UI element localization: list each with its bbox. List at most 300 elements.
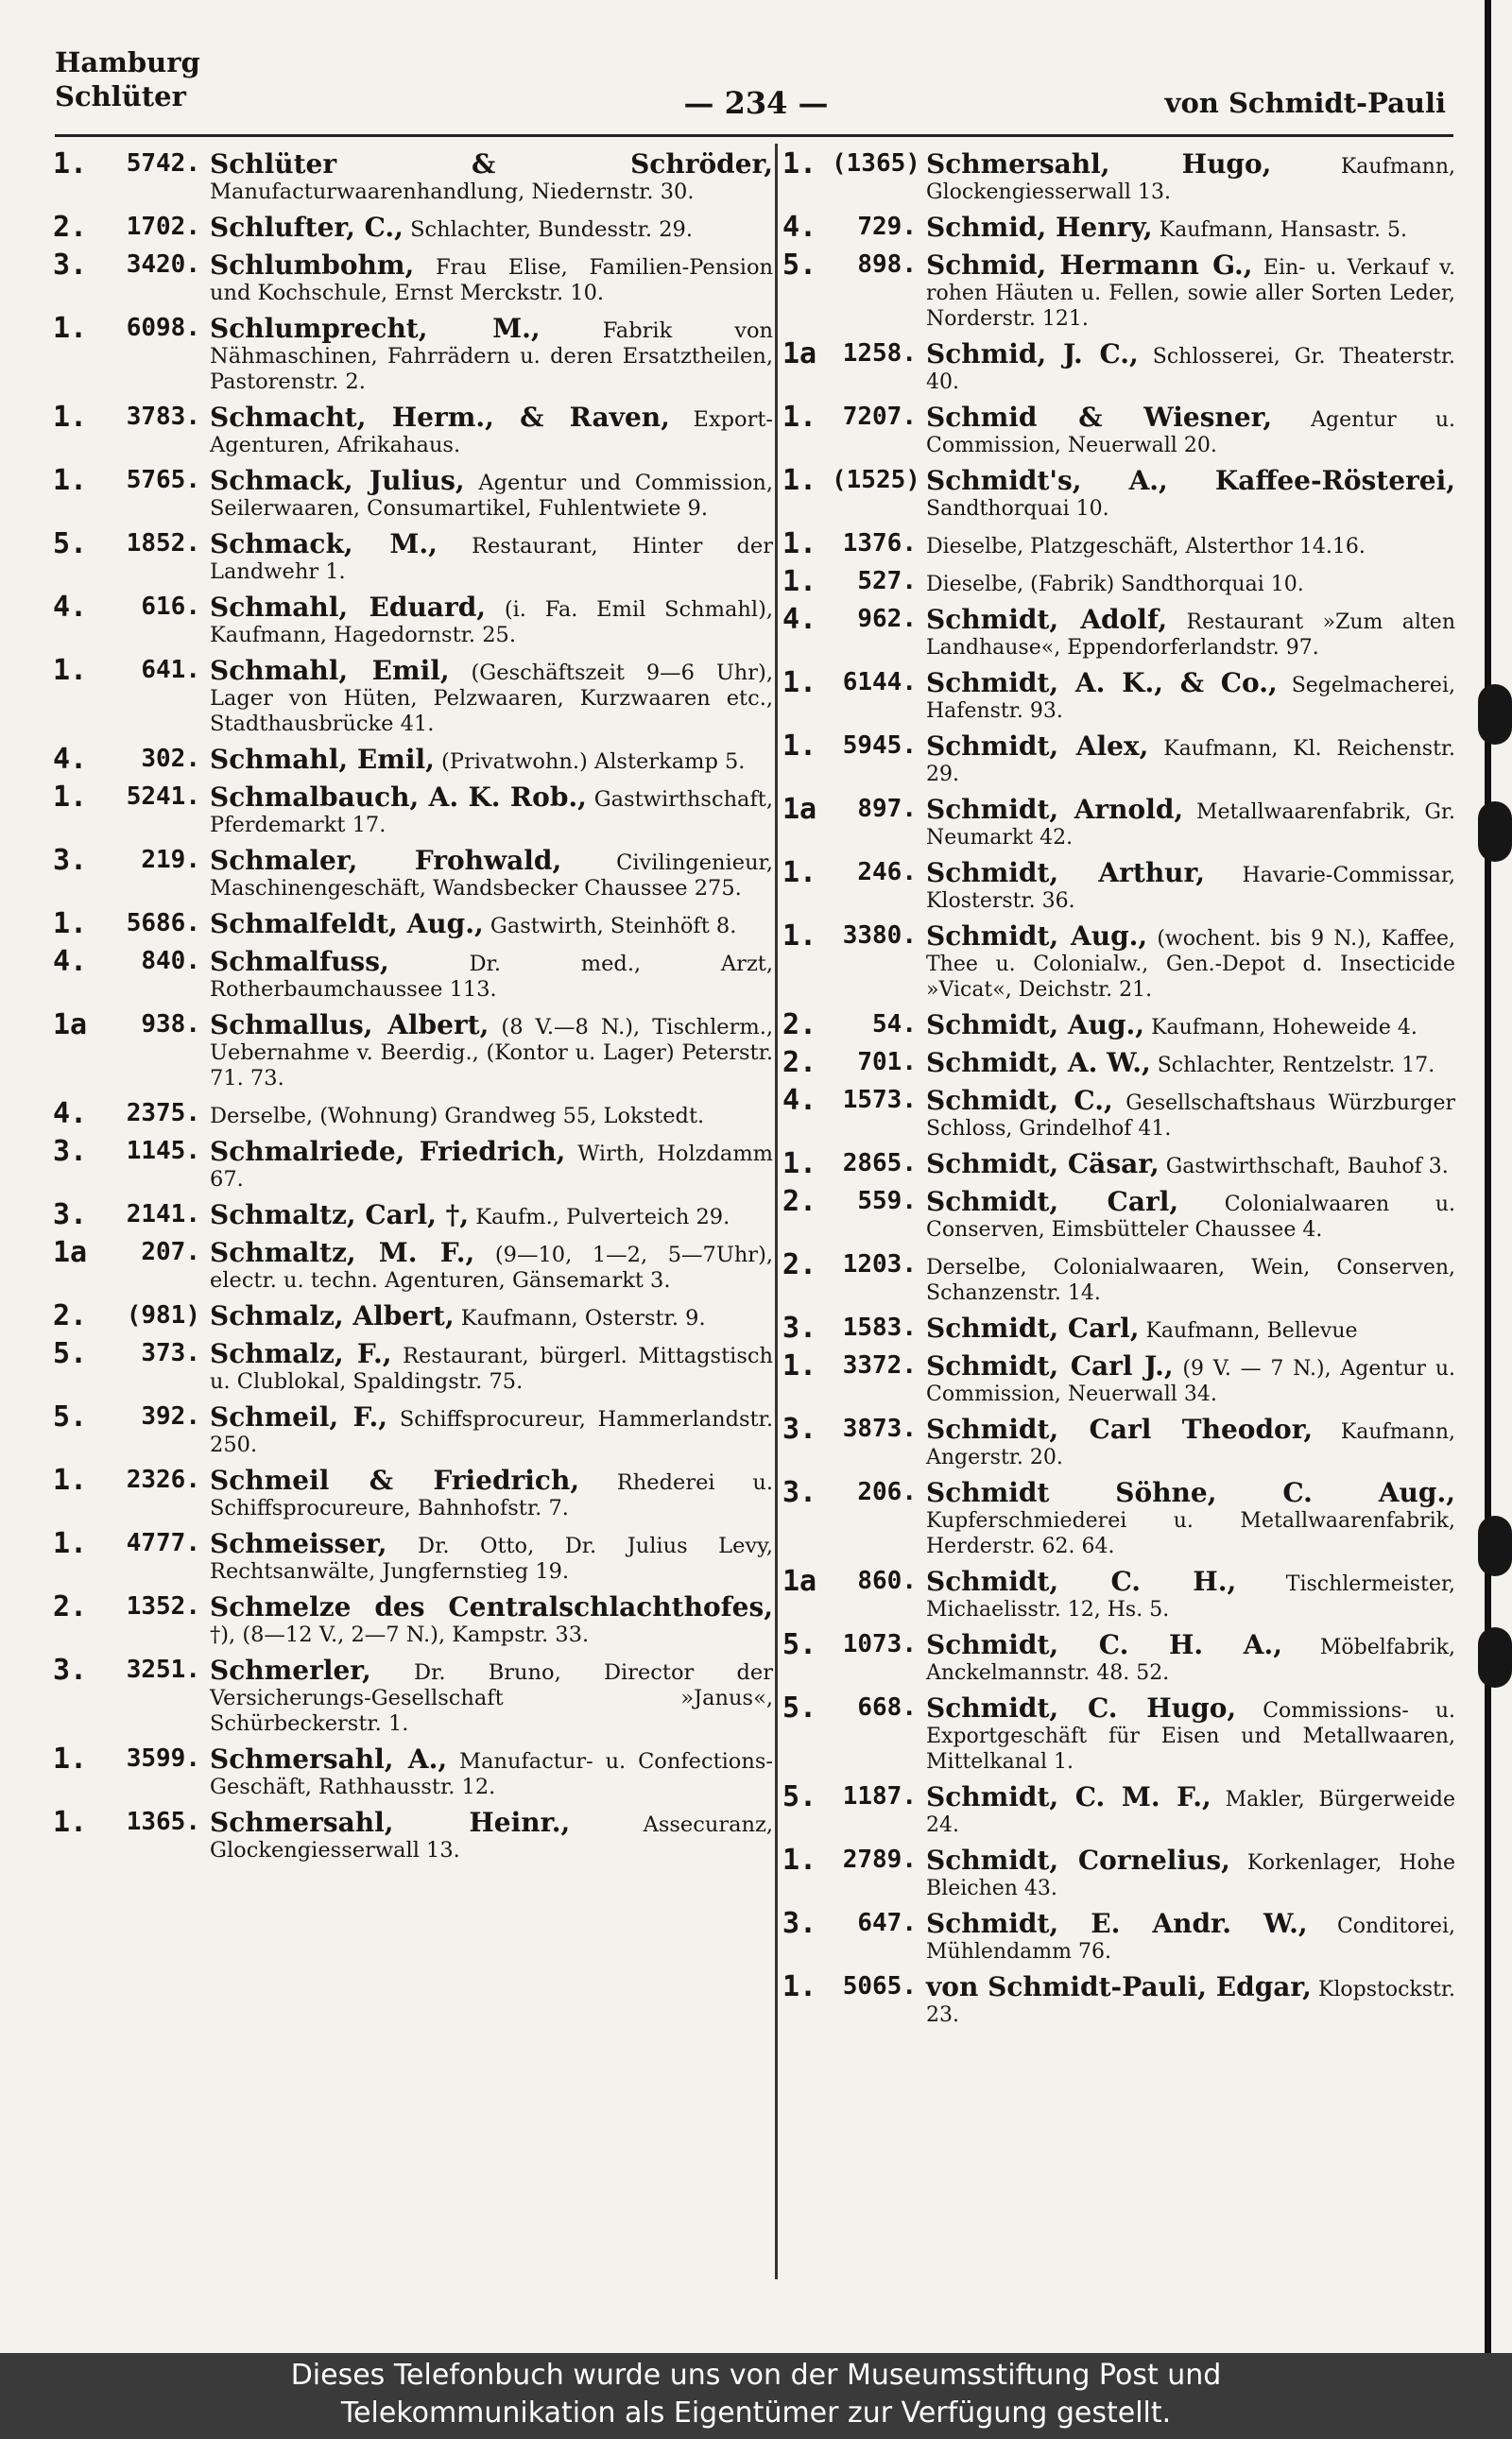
exchange-zone: 1. <box>782 1147 817 1180</box>
entry-details: Schlachter, Rentzelstr. 17. <box>1157 1054 1435 1077</box>
right-column <box>782 147 1456 2037</box>
entry-text <box>926 1847 1455 1901</box>
entry-name: Schmeil & Friedrich, <box>210 1465 580 1496</box>
entry-details: Restaurant, Hinter der Landwehr 1. <box>210 534 773 584</box>
phone-number: 1573. <box>842 1086 917 1114</box>
entry-name: Schmerler, <box>210 1655 371 1686</box>
entry-name: Schmidt, Carl Theodor, <box>926 1414 1314 1445</box>
exchange-zone: 1. <box>782 730 817 763</box>
entry-details: Agentur u. Commission, Neuerwall 20. <box>926 408 1456 457</box>
phone-number: 527. <box>857 567 917 595</box>
entry-name: Schmidt, A. W., <box>926 1047 1151 1078</box>
entry-text <box>926 338 1455 395</box>
phone-number: 2865. <box>842 1149 917 1177</box>
directory-entry <box>782 603 1455 661</box>
entry-text <box>210 1465 774 1521</box>
entry-name: Schmidt, C. Hugo, <box>926 1692 1237 1724</box>
directory-entry <box>782 527 1455 560</box>
entry-name: Schmahl, Eduard, <box>210 592 487 623</box>
directory-entry <box>53 591 773 648</box>
exchange-zone: 1. <box>782 1970 817 2003</box>
entry-name: Schmalz, F., <box>210 1338 392 1369</box>
directory-entry <box>782 1780 1455 1838</box>
directory-entry <box>53 781 773 838</box>
phone-number: 1365. <box>126 1808 200 1836</box>
entry-details: Derselbe, Colonialwaaren, Wein, Conserven, Schanzenstr. 14. <box>926 1256 1455 1305</box>
phone-number: (1525) <box>832 466 920 494</box>
exchange-zone: 1. <box>53 401 88 434</box>
entry-text <box>926 1477 1455 1559</box>
entry-text <box>926 1009 1455 1040</box>
phone-number: 206. <box>857 1478 917 1506</box>
entry-details: Wirth, Holzdamm 67. <box>210 1142 774 1192</box>
directory-entry <box>782 211 1455 244</box>
exchange-zone: 1. <box>53 654 88 687</box>
phone-number: 1203. <box>842 1250 917 1279</box>
phone-number: 1073. <box>842 1630 917 1658</box>
entry-details: Dieselbe, Platzgeschäft, Alsterthor 14.16. <box>926 535 1366 558</box>
entry-name: Schlüter & Schröder, <box>210 148 773 180</box>
entry-text <box>926 857 1455 914</box>
exchange-zone: 4. <box>53 945 88 978</box>
entry-details: (8 V.—8 N.), Tischlerm., Uebernahme v. Beerdig., (Kontor u. Lager) Peterstr. 71. 73. <box>210 1015 773 1091</box>
page-number: — 234 — <box>683 85 829 121</box>
directory-entry <box>782 730 1455 787</box>
directory-entry <box>782 1628 1455 1686</box>
phone-number: 373. <box>141 1339 200 1367</box>
entry-name: Schmidt Söhne, C. Aug., <box>926 1477 1455 1508</box>
entry-text <box>210 528 773 585</box>
entry-name: Schmack, Julius, <box>210 465 465 496</box>
entry-details: Schiffsprocureur, Hammerlandstr. 250. <box>210 1407 773 1457</box>
entry-name: Schmidt, C. M. F., <box>926 1781 1211 1812</box>
entry-details: Kaufmann, Osterstr. 9. <box>460 1306 706 1331</box>
entry-text <box>210 1807 773 1864</box>
directory-entry <box>782 1248 1455 1306</box>
entry-text <box>210 1591 773 1648</box>
phone-number: 647. <box>857 1909 917 1937</box>
exchange-zone: 1. <box>53 147 88 180</box>
entry-details: Assecuranz, Glockengiesserwall 13. <box>210 1812 773 1863</box>
entry-name: Schmidt, Arthur, <box>926 857 1205 888</box>
directory-entry <box>53 1236 773 1294</box>
entry-name: Schmelze des Centralschlachthofes, <box>210 1591 773 1623</box>
directory-entry <box>782 1312 1455 1345</box>
entry-details: Schlosserei, Gr. Theaterstr. 40. <box>926 345 1455 394</box>
entry-details: Dr. med., Arzt, Rotherbaumchaussee 113. <box>210 952 773 1002</box>
entry-details: Kaufm., Pulverteich 29. <box>475 1205 730 1229</box>
entry-name: Schmallus, Albert, <box>210 1009 490 1040</box>
exchange-zone: 1. <box>782 565 817 598</box>
entry-name: Schmersahl, A., <box>210 1743 448 1775</box>
header-left <box>55 45 200 114</box>
entry-text <box>926 1692 1455 1775</box>
entry-details: Kaufmann, Bellevue <box>1145 1319 1358 1343</box>
exchange-zone: 3. <box>53 1198 88 1231</box>
phone-number: 3372. <box>842 1351 917 1380</box>
entry-details: Export-Agenturen, Afrikahaus. <box>210 407 773 457</box>
exchange-zone: 2. <box>53 1299 88 1332</box>
entry-name: von Schmidt-Pauli, Edgar, <box>926 1971 1312 2002</box>
entry-name: Schmid, Hermann G., <box>926 249 1253 281</box>
exchange-zone: 1. <box>782 856 817 889</box>
entry-name: Schmersahl, Hugo, <box>926 148 1272 180</box>
entry-details: (Privatwohn.) Alsterkamp 5. <box>441 749 746 774</box>
entry-text <box>210 845 773 902</box>
entry-name: Schmahl, Emil, <box>210 655 450 686</box>
exchange-zone: 4. <box>53 591 88 624</box>
directory-entry <box>782 793 1455 850</box>
phone-number: 1187. <box>842 1782 917 1811</box>
entry-text <box>210 1401 773 1458</box>
entry-details: Kaufmann, Hoheweide 4. <box>1151 1016 1418 1039</box>
entry-details: Rhederei u. Schiffsprocureure, Bahnhofstr. 7. <box>210 1470 774 1520</box>
entry-details: Segelmacherei, Hafenstr. 93. <box>926 674 1455 723</box>
exchange-zone: 1. <box>53 1527 88 1560</box>
exchange-zone: 1a <box>782 1565 817 1598</box>
entry-details: (9 V. — 7 N.), Agentur u. Commission, Neuerwall 34. <box>926 1357 1455 1406</box>
directory-entry <box>53 1464 774 1521</box>
entry-details: Manufactur- u. Confections-Geschäft, Rathhausstr. 12. <box>210 1749 773 1799</box>
entry-name: Schmidt, C. H. A., <box>926 1629 1282 1660</box>
phone-number: 860. <box>857 1567 917 1595</box>
phone-number: 641. <box>141 656 200 684</box>
entry-name: Schmidt, Carl, <box>926 1186 1179 1217</box>
exchange-zone: 2. <box>782 1008 817 1041</box>
phone-number: 938. <box>141 1010 200 1039</box>
exchange-zone: 5. <box>53 527 88 560</box>
phone-number: 2141. <box>126 1200 200 1228</box>
directory-entry <box>782 1907 1455 1965</box>
directory-entry <box>782 565 1455 598</box>
entry-text <box>210 212 773 243</box>
entry-name: Schmaltz, M. F., <box>210 1237 475 1268</box>
phone-number: 616. <box>141 593 200 621</box>
exchange-zone: 3. <box>782 1907 817 1940</box>
directory-entry <box>782 1084 1455 1142</box>
phone-number: 392. <box>141 1402 200 1431</box>
exchange-zone: 4. <box>53 1097 88 1130</box>
phone-number: 1583. <box>842 1314 917 1342</box>
entry-details: Fabrik von Nähmaschinen, Fahrrädern u. deren Ersatztheilen, Pastorenstr. 2. <box>210 318 774 394</box>
exchange-zone: 1. <box>53 781 88 814</box>
entry-details: Ein- u. Verkauf v. rohen Häuten u. Fellen, sowie aller Sorten Leder, Norderstr. 121. <box>926 256 1455 331</box>
exchange-zone: 1. <box>782 401 817 434</box>
exchange-zone: 1. <box>53 1806 88 1839</box>
phone-number: 729. <box>857 213 917 241</box>
exchange-zone: 1. <box>53 312 88 345</box>
entry-details: Klopstockstr. 23. <box>926 1978 1455 2027</box>
exchange-zone: 2. <box>53 211 88 244</box>
directory-entry <box>53 1299 773 1332</box>
entry-text <box>210 946 773 1003</box>
phone-number: 2326. <box>126 1466 200 1494</box>
phone-number: 4777. <box>126 1529 200 1557</box>
directory-entry <box>53 1527 774 1585</box>
entry-text <box>210 594 773 648</box>
entry-details: Schlachter, Bundesstr. 29. <box>410 217 693 242</box>
phone-number: 6144. <box>842 668 917 696</box>
entry-text <box>926 1566 1456 1623</box>
entry-name: Schlufter, C., <box>210 212 404 243</box>
footer-notice <box>0 2353 1512 2439</box>
phone-number: 219. <box>141 846 200 874</box>
directory-entry <box>53 1590 773 1648</box>
phone-number: 1352. <box>126 1592 200 1621</box>
entry-details: Kaufmann, Angerstr. 20. <box>926 1420 1455 1469</box>
entry-details: Metallwaarenfabrik, Gr. Neumarkt 42. <box>926 800 1455 850</box>
entry-text <box>926 1085 1455 1142</box>
entry-name: Schmidt, Adolf, <box>926 604 1168 635</box>
exchange-zone: 3. <box>53 1654 88 1687</box>
exchange-zone: 4. <box>782 211 817 244</box>
entry-details: Manufacturwaarenhandlung, Niedernstr. 30. <box>210 180 695 204</box>
exchange-zone: 3. <box>782 1312 817 1345</box>
entry-text <box>210 744 773 775</box>
directory-entry <box>782 856 1455 914</box>
entry-details: Tischlermeister, Michaelisstr. 12, Hs. 5. <box>926 1572 1456 1622</box>
entry-details: Restaurant, bürgerl. Mittagstisch u. Clublokal, Spaldingstr. 75. <box>210 1344 773 1394</box>
entry-name: Schmidt, A. K., & Co., <box>926 667 1278 698</box>
entry-text <box>926 1047 1455 1078</box>
phone-number: 54. <box>872 1010 917 1039</box>
exchange-zone: 1. <box>782 1349 817 1383</box>
entry-text <box>210 784 773 838</box>
exchange-zone: 5. <box>53 1400 88 1434</box>
directory-entry <box>53 464 773 522</box>
entry-text <box>926 569 1455 597</box>
exchange-zone: 1. <box>782 527 817 560</box>
entry-text <box>210 1199 773 1230</box>
entry-details: Gastwirth, Steinhöft 8. <box>490 914 737 938</box>
entry-text <box>210 1009 773 1091</box>
exchange-zone: 4. <box>782 1084 817 1117</box>
exchange-zone: 1. <box>53 1464 88 1497</box>
directory-entry <box>782 1046 1455 1079</box>
entry-text <box>926 1971 1455 2028</box>
entry-text <box>926 1908 1455 1965</box>
entry-text <box>210 1300 773 1331</box>
phone-number: 3420. <box>126 250 200 279</box>
entry-text <box>210 1338 773 1395</box>
entry-text <box>926 1315 1455 1344</box>
entry-text <box>926 531 1455 559</box>
entry-name: Schmidt, Arnold, <box>926 794 1184 825</box>
entry-name: Schmalriede, Friedrich, <box>210 1136 566 1167</box>
directory-entry <box>53 401 773 458</box>
entry-details: Möbelfabrik, Anckelmannstr. 48. 52. <box>926 1636 1455 1685</box>
entry-name: Schlumprecht, M., <box>210 313 541 344</box>
entry-details: Gastwirthschaft, Pferdemarkt 17. <box>210 787 773 837</box>
entry-text <box>926 794 1455 850</box>
directory-entry <box>53 527 773 585</box>
entry-details: Havarie-Commissar, Klosterstr. 36. <box>926 864 1455 913</box>
phone-number: 5241. <box>126 782 200 811</box>
entry-name: Schmersahl, Heinr., <box>210 1807 571 1838</box>
entry-details: Korkenlager, Hohe Bleichen 43. <box>926 1851 1455 1900</box>
entry-name: Schmidt, Aug., <box>926 920 1148 952</box>
entry-details: Dr. Otto, Dr. Julius Levy, Rechtsanwälte, Jungfernstieg 19. <box>210 1534 774 1584</box>
phone-number: 668. <box>857 1693 917 1722</box>
footer-line-2: Telekommunikation als Eigentümer zur Verfügung gestellt. <box>340 2396 1172 2430</box>
phone-number: 701. <box>857 1048 917 1076</box>
header-first-entry: Schlüter <box>55 80 186 113</box>
phone-number: 5742. <box>126 149 200 178</box>
entry-text <box>210 465 773 522</box>
phone-number: 1852. <box>126 529 200 558</box>
entry-name: Schmack, M., <box>210 528 438 559</box>
exchange-zone: 1a <box>782 793 817 826</box>
phone-number: 207. <box>141 1238 200 1266</box>
phone-number: (1365) <box>832 149 920 178</box>
entry-name: Schmidt, Carl, <box>926 1313 1140 1344</box>
directory-entry <box>782 401 1456 458</box>
directory-entry <box>53 1135 774 1193</box>
entry-text <box>926 667 1455 724</box>
entry-text <box>210 1237 773 1294</box>
directory-entry <box>53 1806 773 1864</box>
entry-name: Schmidt, C., <box>926 1085 1113 1116</box>
phone-number: 962. <box>857 605 917 633</box>
page-edge-rule <box>1485 0 1491 2353</box>
entry-name: Schmalbauch, A. K. Rob., <box>210 782 587 813</box>
exchange-zone: 2. <box>782 1046 817 1079</box>
entry-text <box>210 655 773 737</box>
left-column <box>53 147 774 1873</box>
entry-text <box>926 604 1455 661</box>
entry-text <box>210 249 773 306</box>
exchange-zone: 3. <box>782 1476 817 1509</box>
header-rule <box>55 134 1453 137</box>
header-city: Hamburg <box>55 46 200 78</box>
exchange-zone: 3. <box>53 249 88 282</box>
entry-details: Dr. Bruno, Director der Versicherungs-Gesellschaft »Janus«, Schürbeckerstr. 1. <box>210 1660 773 1736</box>
directory-entry <box>53 945 773 1003</box>
entry-details: Kaufmann, Glockengiesserwall 13. <box>926 155 1456 204</box>
directory-entry <box>782 1844 1455 1901</box>
phone-number: 840. <box>141 947 200 975</box>
entry-text <box>926 1629 1455 1686</box>
directory-entry <box>53 312 774 395</box>
entry-name: Schmidt, E. Andr. W., <box>926 1908 1308 1939</box>
phone-number: 1702. <box>126 213 200 241</box>
directory-entry <box>782 1147 1455 1180</box>
directory-entry <box>782 249 1455 332</box>
entry-text <box>926 404 1455 458</box>
directory-entry <box>53 1743 773 1800</box>
directory-entry <box>53 1400 773 1458</box>
exchange-zone: 4. <box>53 743 88 776</box>
entry-name: Schmidt, Cornelius, <box>926 1845 1230 1876</box>
entry-name: Schmeil, F., <box>210 1401 388 1433</box>
entry-name: Schmaltz, Carl, †, <box>210 1199 470 1230</box>
entry-text <box>210 313 774 395</box>
exchange-zone: 4. <box>782 603 817 636</box>
entry-text <box>926 1252 1455 1306</box>
entry-name: Schmahl, Emil, <box>210 744 435 775</box>
entry-details: Derselbe, (Wohnung) Grandweg 55, Lokstedt. <box>210 1104 705 1128</box>
entry-name: Schmidt, Carl J., <box>926 1350 1174 1382</box>
directory-entry <box>53 907 773 940</box>
phone-number: 7207. <box>842 403 917 431</box>
directory-entry <box>53 1337 773 1395</box>
phone-number: 5765. <box>126 466 200 494</box>
entry-details: (9—10, 1—2, 5—7Uhr), electr. u. techn. Agenturen, Gänsemarkt 3. <box>210 1243 773 1293</box>
entry-details: Agentur und Commission, Seilerwaaren, Consumartikel, Fuhlentwiete 9. <box>210 471 773 521</box>
phone-number: 3380. <box>842 921 917 950</box>
directory-entry <box>782 1349 1455 1407</box>
entry-name: Schlumbohm, <box>210 249 415 281</box>
phone-number: 302. <box>141 745 200 773</box>
exchange-zone: 3. <box>782 1413 817 1446</box>
phone-number: 6098. <box>126 314 200 342</box>
entry-text <box>210 1743 773 1800</box>
entry-details: Kaufmann, Hansastr. 5. <box>1159 218 1407 242</box>
exchange-zone: 1. <box>782 666 817 699</box>
entry-text <box>926 1781 1455 1838</box>
directory-entry <box>782 464 1455 522</box>
exchange-zone: 2. <box>53 1590 88 1623</box>
entry-details: Civilingenieur, Maschinengeschäft, Wandsbecker Chaussee 275. <box>210 850 773 901</box>
footer-line-1: Dieses Telefonbuch wurde uns von der Museumsstiftung Post und <box>290 2359 1222 2392</box>
entry-text <box>926 148 1456 205</box>
phone-number: 3783. <box>126 403 200 431</box>
entry-details: Sandthorquai 10. <box>926 497 1109 521</box>
exchange-zone: 2. <box>782 1248 817 1281</box>
entry-details: Commissions- u. Exportgeschäft für Eisen und Metallwaaren, Mittelkanal 1. <box>926 1699 1455 1774</box>
entry-text <box>210 148 773 205</box>
phone-number: 1145. <box>126 1137 200 1165</box>
directory-entry <box>53 249 773 306</box>
entry-text <box>210 1136 774 1193</box>
entry-details: Dieselbe, (Fabrik) Sandthorquai 10. <box>926 573 1304 596</box>
directory-entry <box>782 666 1455 724</box>
directory-entry <box>53 1008 773 1091</box>
phone-number: 559. <box>857 1187 917 1215</box>
entry-name: Schmalfeldt, Aug., <box>210 908 484 939</box>
entry-text <box>926 730 1455 787</box>
directory-entry <box>53 743 773 776</box>
directory-entry <box>782 919 1455 1003</box>
entry-text <box>926 1186 1455 1243</box>
exchange-zone: 1a <box>53 1008 88 1041</box>
entry-details: (Geschäftszeit 9—6 Uhr), Lager von Hüten, Pelzwaaren, Kurzwaaren etc., Stadthausbrücke 41. <box>210 661 773 736</box>
entry-text <box>210 908 773 939</box>
exchange-zone: 3. <box>53 1135 88 1168</box>
phone-number: 1376. <box>842 529 917 558</box>
exchange-zone: 1a <box>53 1236 88 1269</box>
entry-name: Schmalz, Albert, <box>210 1300 455 1331</box>
directory-entry <box>782 147 1456 205</box>
entry-text <box>926 920 1455 1003</box>
entry-name: Schmid, J. C., <box>926 338 1139 369</box>
exchange-zone: 5. <box>782 249 817 282</box>
directory-entry <box>782 1476 1455 1559</box>
entry-text <box>926 465 1455 522</box>
phone-number: 3873. <box>842 1415 917 1443</box>
entry-text <box>926 249 1455 332</box>
entry-name: Schmidt's, A., Kaffee-Rösterei, <box>926 465 1455 496</box>
directory-entry <box>782 337 1455 395</box>
exchange-zone: 1. <box>782 147 817 180</box>
directory-entry <box>782 1413 1455 1470</box>
exchange-zone: 5. <box>782 1692 817 1725</box>
entry-text <box>210 1528 774 1585</box>
exchange-zone: 5. <box>782 1628 817 1661</box>
entry-text <box>210 1101 773 1129</box>
phone-number: 3251. <box>126 1656 200 1684</box>
entry-name: Schmeisser, <box>210 1528 387 1559</box>
